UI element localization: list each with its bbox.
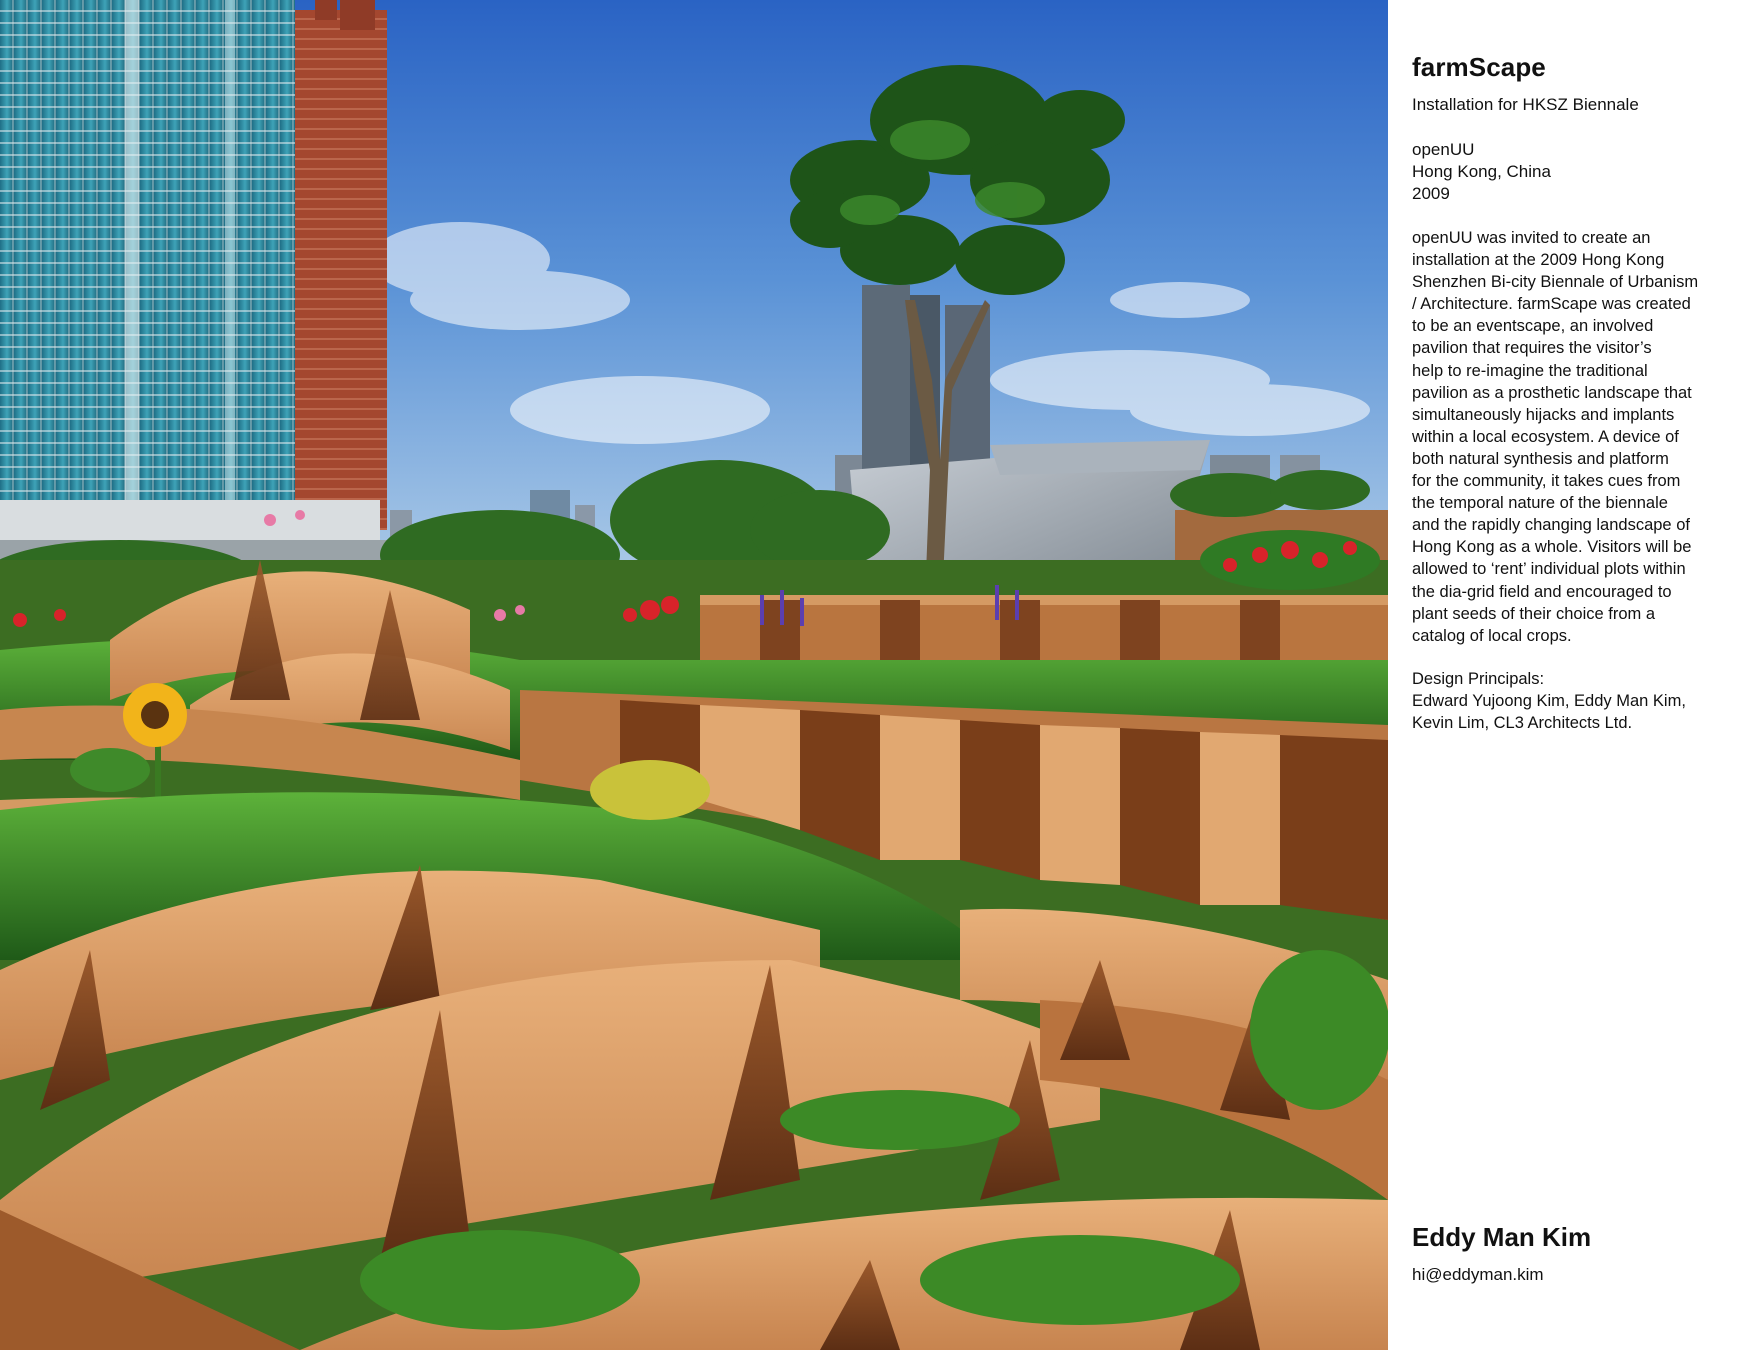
project-location: Hong Kong, China	[1412, 162, 1551, 181]
author-name: Eddy Man Kim	[1412, 1222, 1592, 1252]
principals-heading: Design Principals:	[1412, 670, 1545, 688]
project-description	[1412, 227, 1698, 647]
description-line: / Architecture. farmScape was created	[1412, 295, 1691, 314]
description-line: installation at the 2009 Hong Kong	[1412, 251, 1665, 270]
description-line: pavilion as a prosthetic landscape that	[1412, 383, 1692, 402]
description-line: plant seeds of their choice from a	[1412, 604, 1656, 623]
description-line: openUU was invited to create an	[1412, 229, 1651, 247]
brick-tower	[295, 0, 387, 530]
description-line: help to re-imagine the traditional	[1412, 361, 1648, 380]
description-line: the temporal nature of the biennale	[1412, 494, 1668, 513]
description-line: within a local ecosystem. A device of	[1412, 427, 1679, 446]
description-line: Shenzhen Bi-city Biennale of Urbanism	[1412, 273, 1699, 292]
text-panel	[1388, 0, 1747, 1350]
principals-line: Kevin Lim, CL3 Architects Ltd.	[1412, 714, 1633, 733]
glass-tower	[0, 0, 295, 520]
description-line: allowed to ‘rent’ individual plots within	[1412, 560, 1686, 579]
design-principals	[1412, 668, 1686, 734]
project-title: farmScape	[1412, 52, 1546, 82]
description-line: for the community, it takes cues from	[1412, 472, 1681, 491]
description-line: and the rapidly changing landscape of	[1412, 516, 1690, 535]
description-line: to be an eventscape, an involved	[1412, 317, 1654, 336]
description-line: pavilion that requires the visitor’s	[1412, 339, 1652, 358]
description-line: simultaneously hijacks and implants	[1412, 405, 1675, 424]
description-line: Hong Kong as a whole. Visitors will be	[1412, 538, 1692, 557]
project-meta	[1412, 139, 1551, 205]
description-line: both natural synthesis and platform	[1412, 449, 1669, 468]
author-email: hi@eddyman.kim	[1412, 1265, 1544, 1284]
studio-name: openUU	[1412, 140, 1475, 159]
project-subtitle: Installation for HKSZ Biennale	[1412, 95, 1639, 114]
description-line: catalog of local crops.	[1412, 626, 1572, 645]
description-line: the dia-grid field and encouraged to	[1412, 582, 1672, 601]
project-year: 2009	[1412, 184, 1450, 203]
principals-line: Edward Yujoong Kim, Eddy Man Kim,	[1412, 692, 1686, 711]
